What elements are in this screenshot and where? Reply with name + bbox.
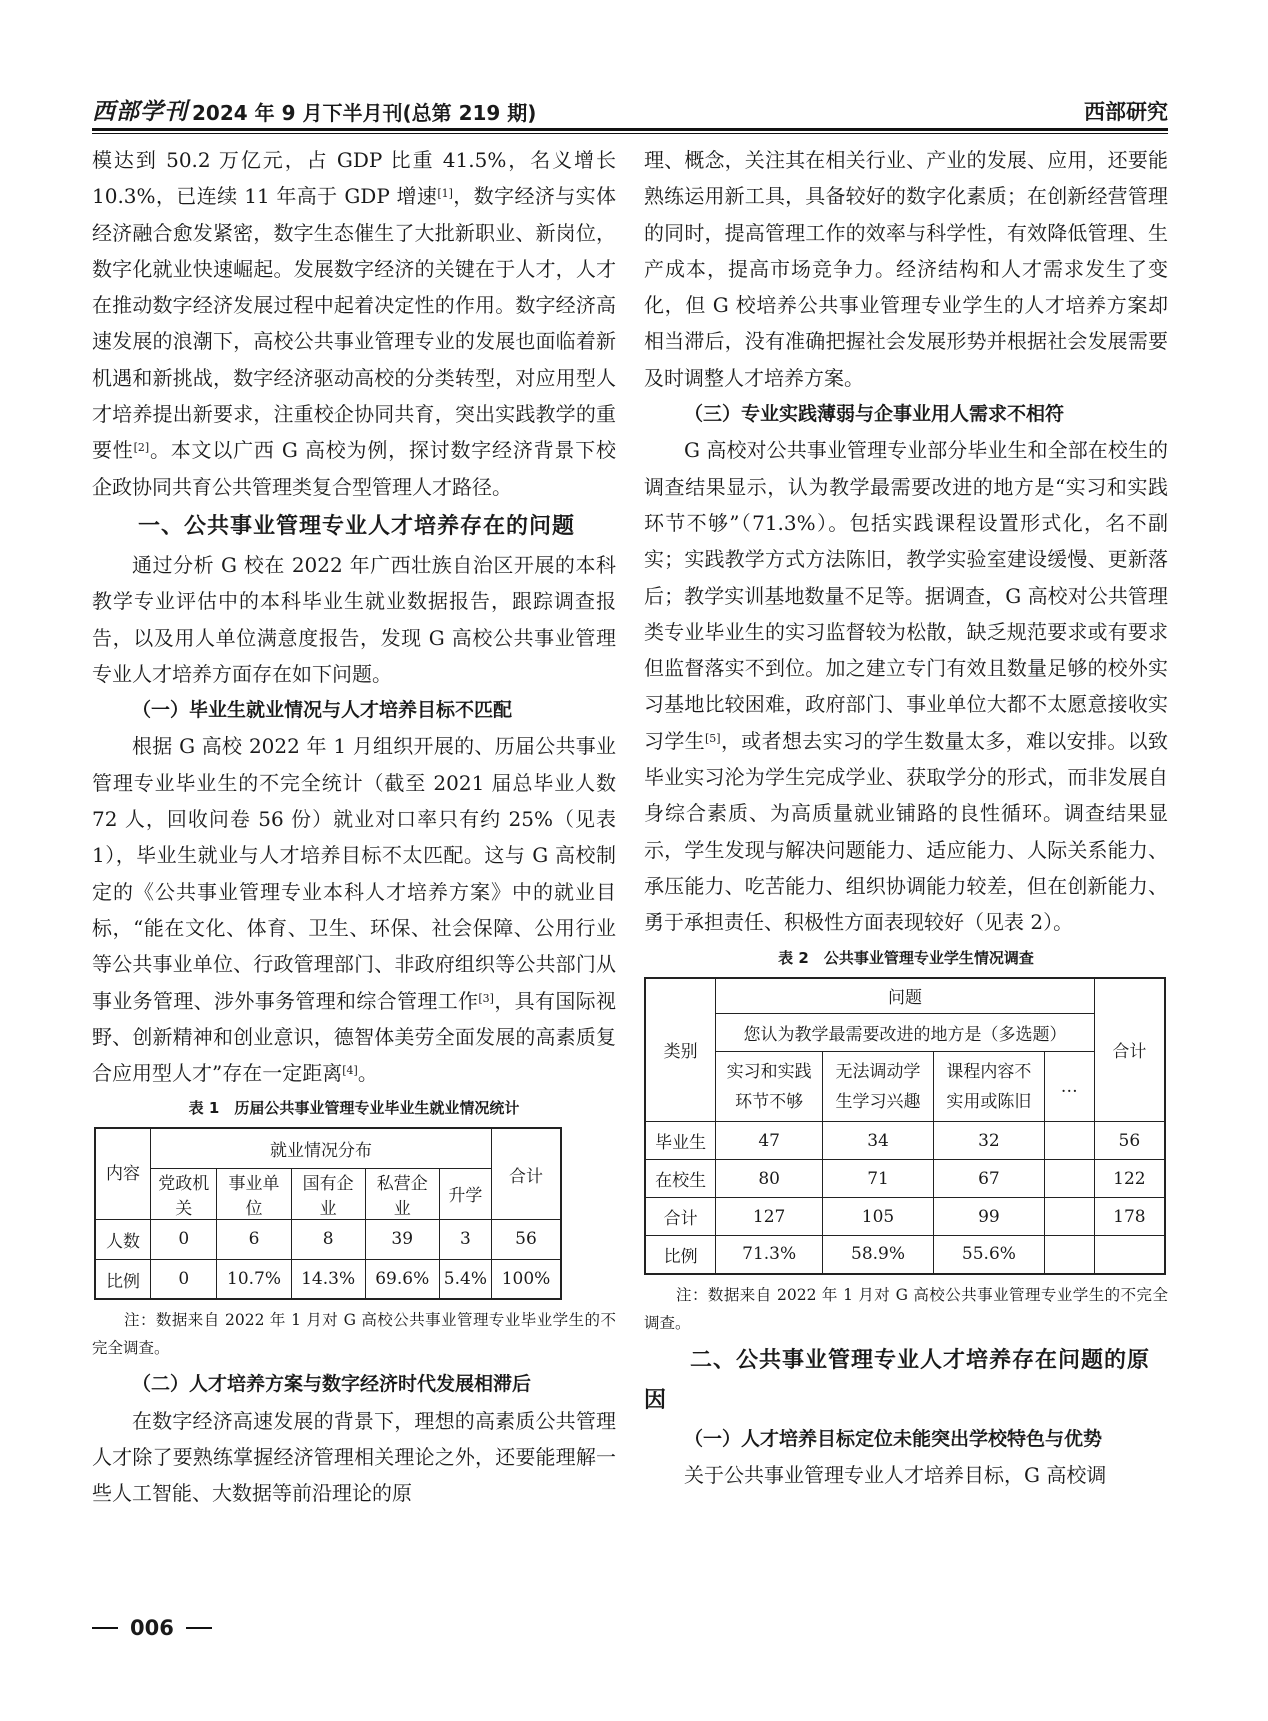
table-cell: 5.4%: [439, 1259, 491, 1299]
paragraph: 根据 G 高校 2022 年 1 月组织开展的、历届公共事业管理专业毕业生的不完全统计（截至 2021 届总毕业人数 72 人，回收问卷 56 份）就业对口率只有约 25%（见表 1），毕业生就业与人才培养目标不太匹配。这与 G 高校制定的《公共事业管理专业本科人才培养方案》中的就业目标，“能在文化、体育、卫生、环保、社会保障、公用行业等公共事业单位、行政管理部门、非政府组织等公共部门从事业务管理、涉外事务管理和综合管理工作[3]，具有国际视野、创新精神和创业意识，德智体美劳全面发展的高素质复合应用型人才”存在一定距离[4]。: [92, 734, 617, 1086]
subsection-heading: （一）人才培养目标定位未能突出学校特色与优势: [684, 1427, 1103, 1450]
table-cell: [1044, 1198, 1094, 1236]
section-name: 西部研究: [1084, 100, 1168, 124]
employment-table: [94, 1127, 562, 1300]
table-col-head: 国有企业: [291, 1168, 365, 1219]
paragraph: 在数字经济高速发展的背景下，理想的高素质公共管理人才除了要熟练掌握经济管理相关理论之外，还要能理解一些人工智能、大数据等前沿理论的原: [92, 1408, 616, 1506]
table-cell: 122: [1094, 1160, 1165, 1198]
journal-name: 西部学刊: [92, 98, 188, 125]
table-cell: 47: [716, 1122, 823, 1160]
table-cell: 105: [823, 1198, 934, 1236]
table-cell: 14.3%: [291, 1259, 365, 1299]
table-cell: 0: [151, 1219, 217, 1259]
citation-ref: [3]: [478, 991, 494, 1005]
paragraph: 通过分析 G 校在 2022 年广西壮族自治区开展的本科教学专业评估中的本科毕业生就业数据报告，跟踪调查报告，以及用人单位满意度报告，发现 G 高校公共事业管理专业人才培养方面存在如下问题。: [92, 552, 616, 686]
section-heading: 二、公共事业管理专业人才培养存在问题的原因: [644, 1347, 1151, 1413]
table-caption: 表 2 公共事业管理专业学生情况调查: [778, 948, 1034, 967]
table-cell: 3: [439, 1219, 491, 1259]
citation-ref: [5]: [705, 731, 721, 745]
table-cell: 178: [1094, 1198, 1165, 1236]
paragraph: 理、概念，关注其在相关行业、产业的发展、应用，还要能熟练运用新工具，具备较好的数字化素质；在创新经营管理的同时，提高管理工作的效率与科学性，有效降低管理、生产成本，提高市场竞争力。经济结构和人才需求发生了变化，但 G 校培养公共事业管理专业学生的人才培养方案却相当滞后，没有准确把握社会发展形势并根据社会发展需要及时调整人才培养方案。: [644, 148, 1168, 390]
table-cell: [1094, 1236, 1165, 1274]
issue-info: 2024 年 9 月下半月刊(总第 219 期): [192, 101, 537, 125]
table-col-head: 课程内容不实用或陈旧: [933, 1052, 1044, 1122]
paragraph: G 高校对公共事业管理专业部分毕业生和全部在校生的调查结果显示，认为教学最需要改进的地方是“实习和实践环节不够”（71.3%）。包括实践课程设置形式化，名不副实；实践教学方式方法陈旧，教学实验室建设缓慢、更新落后；教学实训基地数量不足等。据调查，G 高校对公共管理类专业毕业生的实习监督较为松散，缺乏规范要求或有要求但监督落实不到位。加之建立专门有效且数量足够的校外实习基地比较困难，政府部门、事业单位大都不太愿意接收实习学生[5]，或者想去实习的学生数量太多，难以安排。以致毕业实习沦为学生完成学业、获取学分的形式，而非发展自身综合素质、为高质量就业铺路的良性循环。调查结果显示，学生发现与解决问题能力、适应能力、人际关系能力、承压能力、吃苦能力、组织协调能力较差，但在创新能力、勇于承担责任、积极性方面表现较好（见表 2）。: [644, 438, 1169, 935]
footer-dash: [92, 1627, 118, 1629]
table-row: [645, 1160, 1165, 1198]
table-note: 注：数据来自 2022 年 1 月对 G 高校公共事业管理专业学生的不完全调查。: [644, 1285, 1168, 1332]
citation-ref: [1]: [437, 187, 453, 201]
table-group-head: 问题: [716, 978, 1095, 1014]
table-cell: 55.6%: [933, 1236, 1044, 1274]
table-col-head: …: [1044, 1052, 1094, 1122]
table-caption: 表 1 历届公共事业管理专业毕业生就业情况统计: [188, 1099, 520, 1118]
table-head-cell: 合计: [1094, 978, 1165, 1122]
table-cell: 69.6%: [365, 1259, 439, 1299]
citation-ref: [4]: [342, 1064, 358, 1078]
table-cell: 0: [151, 1259, 217, 1299]
table-cell: 6: [217, 1219, 291, 1259]
table-cell: 99: [933, 1198, 1044, 1236]
table-cell: 8: [291, 1219, 365, 1259]
header-rule-thin: [92, 133, 1168, 134]
row-label: 合计: [645, 1198, 716, 1236]
table-row: [645, 1236, 1165, 1274]
table-group-head: 就业情况分布: [151, 1128, 492, 1168]
footer-dash: [186, 1627, 212, 1629]
table-col-head: 无法调动学生学习兴趣: [823, 1052, 934, 1122]
table-row: [645, 1122, 1165, 1160]
page-number: 006: [130, 1616, 174, 1640]
running-header: [92, 88, 1168, 126]
row-label: 人数: [95, 1219, 151, 1259]
table-cell: 127: [716, 1198, 823, 1236]
table-cell: 32: [933, 1122, 1044, 1160]
table-cell: [1044, 1160, 1094, 1198]
table-row: [95, 1219, 561, 1259]
table-head-cell: 内容: [95, 1128, 151, 1219]
table-head-cell: 类别: [645, 978, 716, 1122]
table-cell: 58.9%: [823, 1236, 934, 1274]
table-col-head: 升学: [439, 1168, 491, 1219]
citation-ref: [2]: [133, 441, 150, 455]
paragraph: 模达到 50.2 万亿元，占 GDP 比重 41.5%，名义增长 10.3%，已连续 11 年高于 GDP 增速[1]，数字经济与实体经济融合愈发紧密，数字生态催生了大批新职业、新岗位，数字化就业快速崛起。发展数字经济的关键在于人才，人才在推动数字经济发展过程中起着决定性的作用。数字经济高速发展的浪潮下，高校公共事业管理专业的发展也面临着新机遇和新挑战，数字经济驱动高校的分类转型，对应用型人才培养提出新要求，注重校企协同共育，突出实践教学的重要性[2]。本文以广西 G 高校为例，探讨数字经济背景下校企政协同共育公共管理类复合型管理人才路径。: [92, 148, 617, 499]
table-cell: [1044, 1236, 1094, 1274]
paragraph: 关于公共事业管理专业人才培养目标，G 高校调: [684, 1462, 1107, 1487]
table-cell: 56: [492, 1219, 562, 1259]
table-col-head: 事业单位: [217, 1168, 291, 1219]
table-cell: 39: [365, 1219, 439, 1259]
table-question-head: 您认为教学最需要改进的地方是（多选题）: [716, 1014, 1095, 1052]
table-cell: 10.7%: [217, 1259, 291, 1299]
subsection-heading: （三）专业实践薄弱与企事业用人需求不相符: [684, 403, 1065, 426]
table-head-cell: 合计: [492, 1128, 562, 1219]
table-cell: 67: [933, 1160, 1044, 1198]
right-column: [644, 142, 1168, 1493]
row-label: 比例: [95, 1259, 151, 1299]
row-label: 在校生: [645, 1160, 716, 1198]
table-cell: [1044, 1122, 1094, 1160]
table-row: [95, 1259, 561, 1299]
table-row: [645, 1198, 1165, 1236]
row-label: 比例: [645, 1236, 716, 1274]
survey-table: [644, 977, 1166, 1275]
subsection-heading: （二）人才培养方案与数字经济时代发展相滞后: [132, 1373, 532, 1396]
table-col-head: 党政机关: [151, 1168, 217, 1219]
table-cell: 80: [716, 1160, 823, 1198]
page-footer: [92, 1616, 212, 1640]
subsection-heading: （一）毕业生就业情况与人才培养目标不匹配: [132, 699, 513, 722]
table-cell: 100%: [492, 1259, 562, 1299]
table-cell: 56: [1094, 1122, 1165, 1160]
table-note: 注：数据来自 2022 年 1 月对 G 高校公共事业管理专业毕业学生的不完全调查。: [92, 1311, 616, 1358]
table-col-head: 私营企业: [365, 1168, 439, 1219]
table-cell: 71.3%: [716, 1236, 823, 1274]
left-column: [92, 142, 616, 1512]
row-label: 毕业生: [645, 1122, 716, 1160]
section-heading: 一、公共事业管理专业人才培养存在的问题: [138, 513, 576, 539]
table-col-head: 实习和实践环节不够: [716, 1052, 823, 1122]
table-cell: 34: [823, 1122, 934, 1160]
header-rule-thick: [92, 128, 1168, 131]
table-cell: 71: [823, 1160, 934, 1198]
header-left: [92, 93, 536, 126]
